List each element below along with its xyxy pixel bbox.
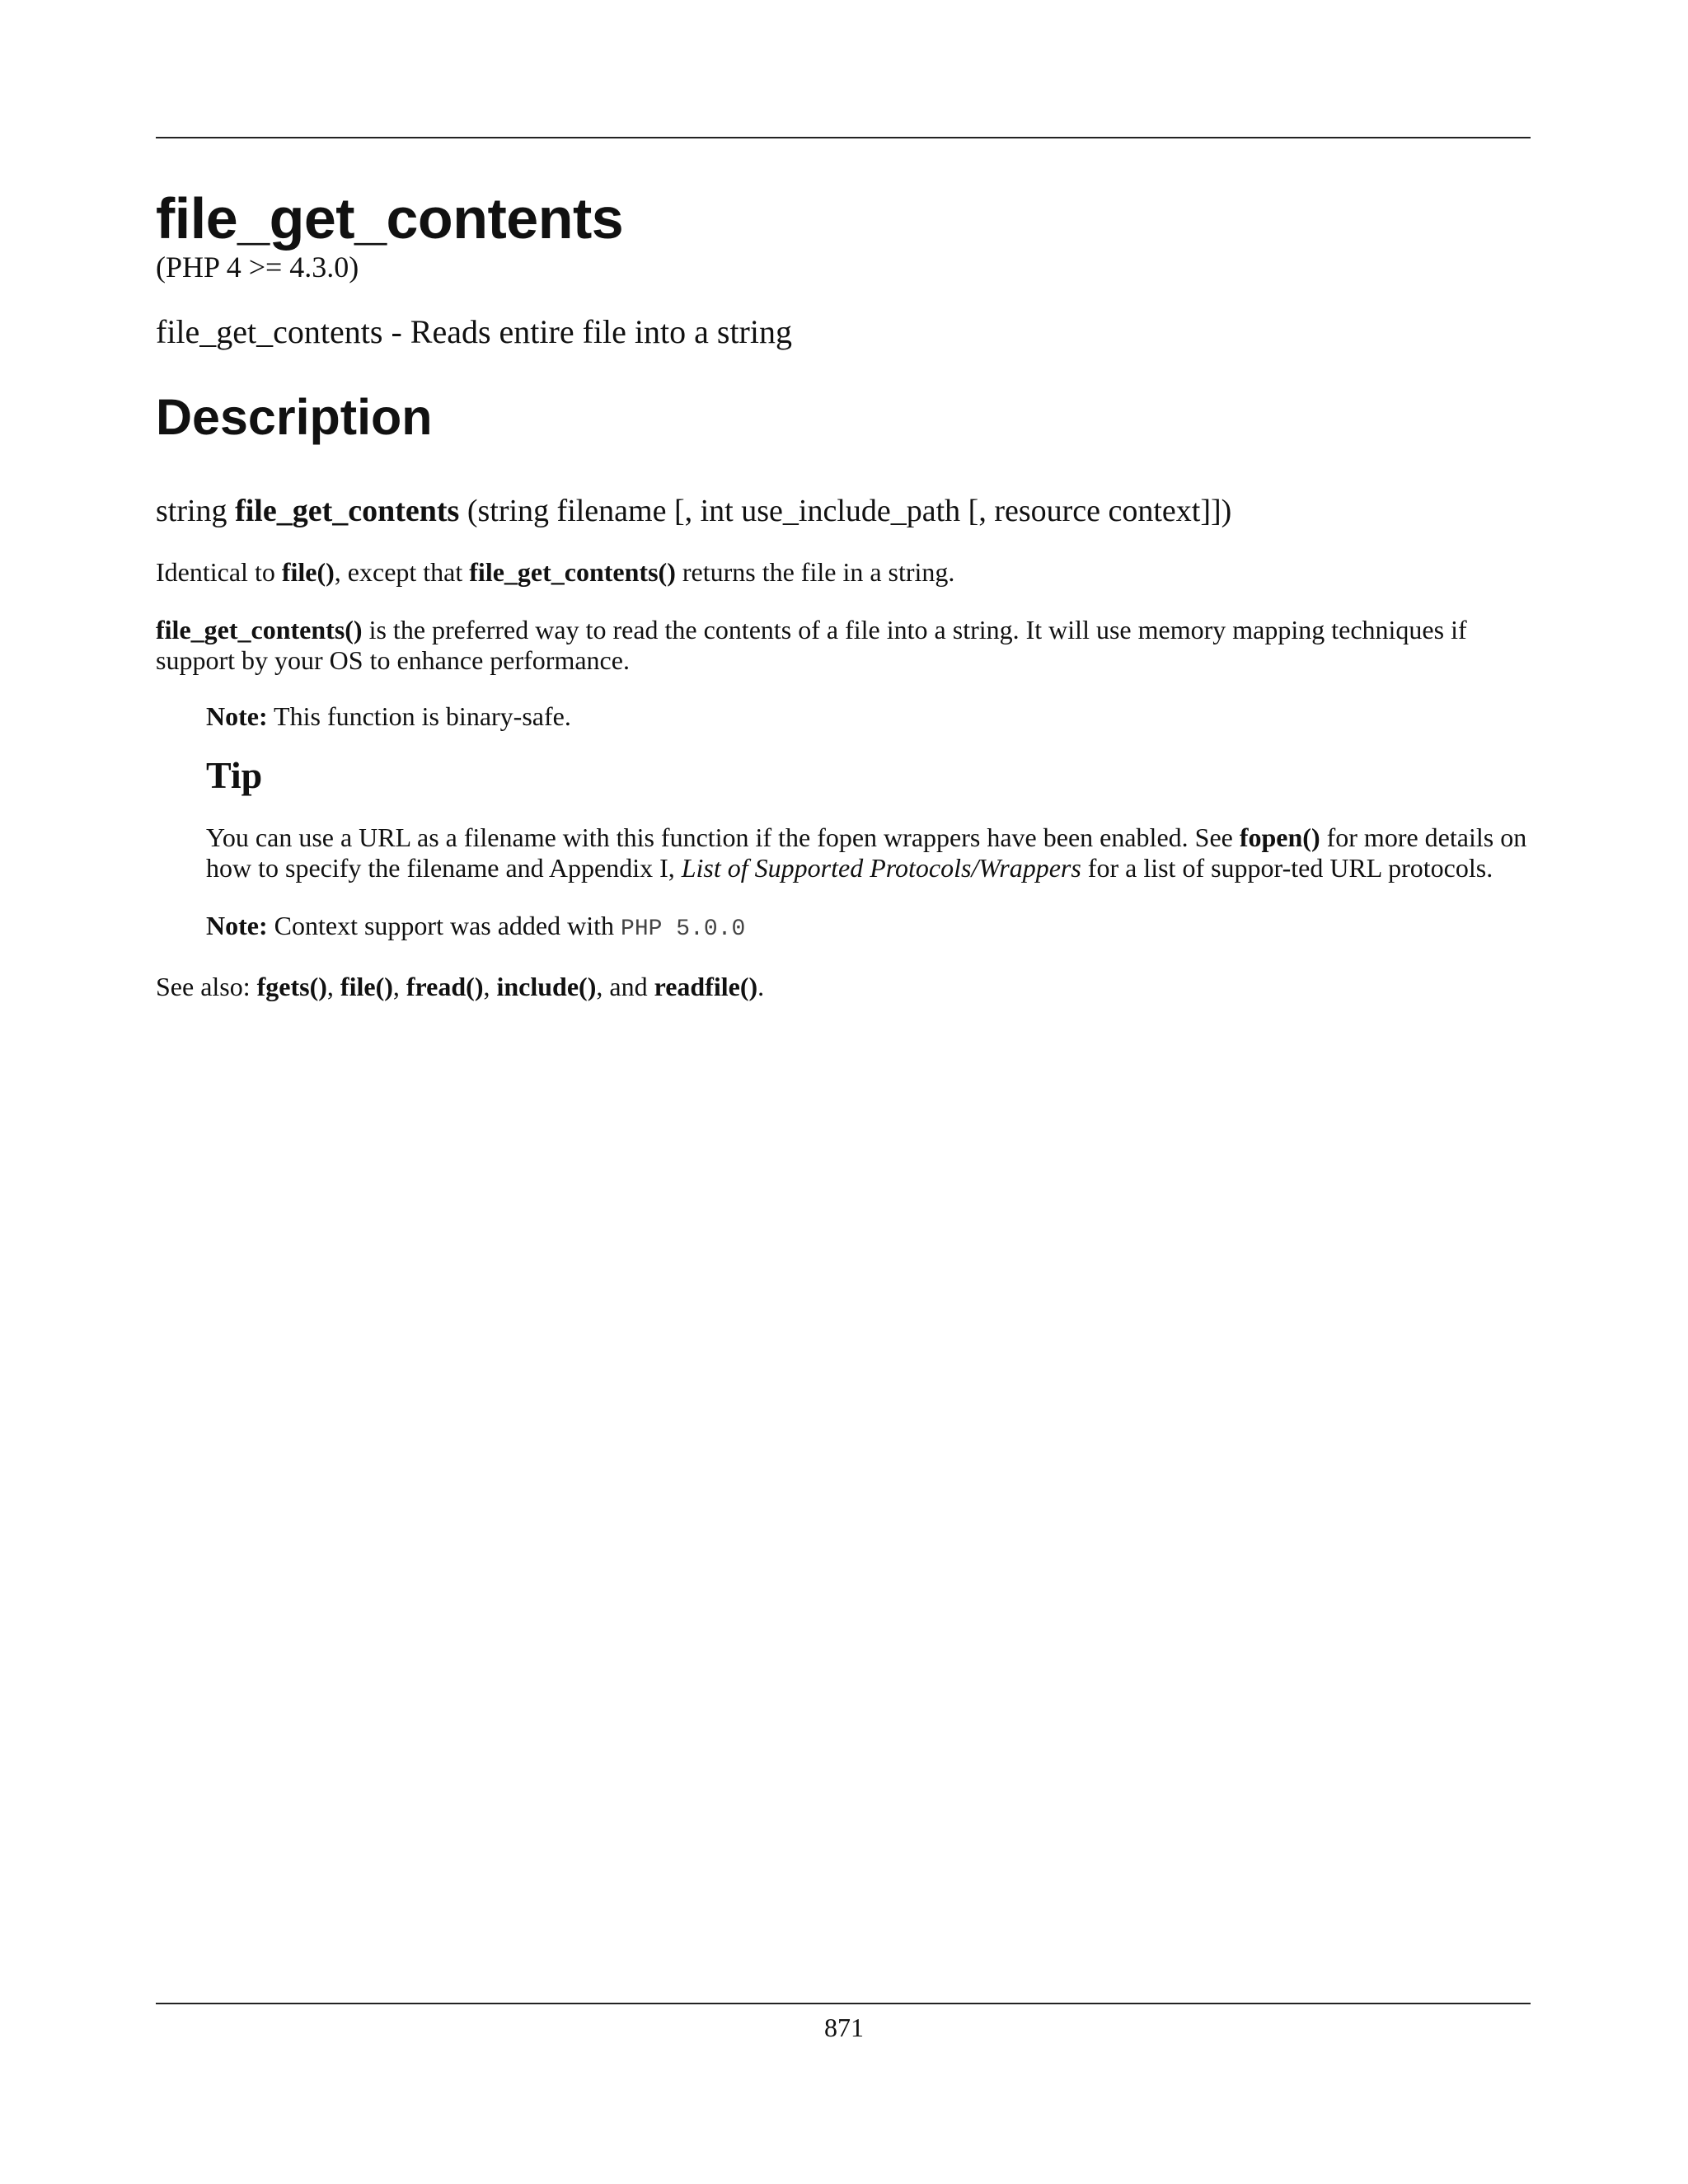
separator: . — [757, 971, 765, 1001]
note-text: Context support was added with — [267, 910, 621, 940]
synopsis-params: (string filename [, int use_include_path [, resource context]]) — [467, 494, 1232, 529]
footer-rule — [156, 2003, 1531, 2004]
text-run: returns the file in a string. — [675, 557, 955, 588]
see-also-readfile: readfile() — [654, 971, 758, 1001]
inline-code: PHP 5.0.0 — [621, 916, 746, 942]
separator: , — [326, 971, 340, 1001]
function-synopsis — [156, 493, 1534, 531]
page-number: 871 — [824, 2013, 864, 2042]
note-label: Note: — [206, 910, 268, 940]
php-version: (PHP 4 >= 4.3.0) — [156, 251, 359, 284]
tip-heading: Tip — [206, 754, 263, 797]
separator: , and — [596, 971, 654, 1001]
header-rule — [156, 137, 1531, 138]
see-also-label: See also: — [156, 971, 257, 1001]
see-also-fread: fread() — [406, 971, 484, 1001]
description-heading: Description — [156, 389, 433, 446]
text-run: for a list of suppor-ted URL protocols. — [1081, 852, 1493, 883]
function-ref-file-get-contents: file_get_contents() — [469, 557, 676, 588]
return-type: string — [156, 494, 227, 529]
function-ref-file: file() — [281, 557, 335, 588]
text-run: for more details on how to specify the filename and Appendix I, — [206, 822, 1527, 883]
note-label: Note: — [206, 701, 268, 732]
separator: , — [392, 971, 406, 1001]
paragraph-identical — [156, 557, 1534, 588]
text-run: is the preferred way to read the contents of a file into a string. It will use memory mapping techniques if support by your OS to enhance performance. — [156, 615, 1467, 676]
refname-purpose: file_get_contents - Reads entire file into a string — [156, 313, 792, 351]
note-binary-safe — [206, 701, 1534, 732]
tip-text — [206, 823, 1534, 883]
paragraph-preferred — [156, 615, 1534, 676]
note-context-support — [206, 911, 1534, 944]
see-also-file: file() — [340, 971, 393, 1001]
separator: , — [483, 971, 497, 1001]
text-run: , except that — [334, 557, 470, 588]
appendix-title: List of Supported Protocols/Wrappers — [681, 852, 1081, 883]
function-ref-file-get-contents: file_get_contents() — [156, 615, 363, 645]
text-run: You can use a URL as a filename with this function if the fopen wrappers have been enabled. See — [206, 822, 1240, 852]
function-ref-fopen: fopen() — [1239, 822, 1320, 852]
see-also — [156, 972, 1534, 1002]
note-text: This function is binary-safe. — [267, 701, 571, 732]
see-also-fgets: fgets() — [256, 971, 327, 1001]
text-run: Identical to — [156, 557, 282, 588]
synopsis-function-name: file_get_contents — [235, 494, 460, 529]
see-also-include: include() — [496, 971, 597, 1001]
function-title: file_get_contents — [156, 186, 624, 251]
reference-entry — [156, 180, 1534, 1002]
